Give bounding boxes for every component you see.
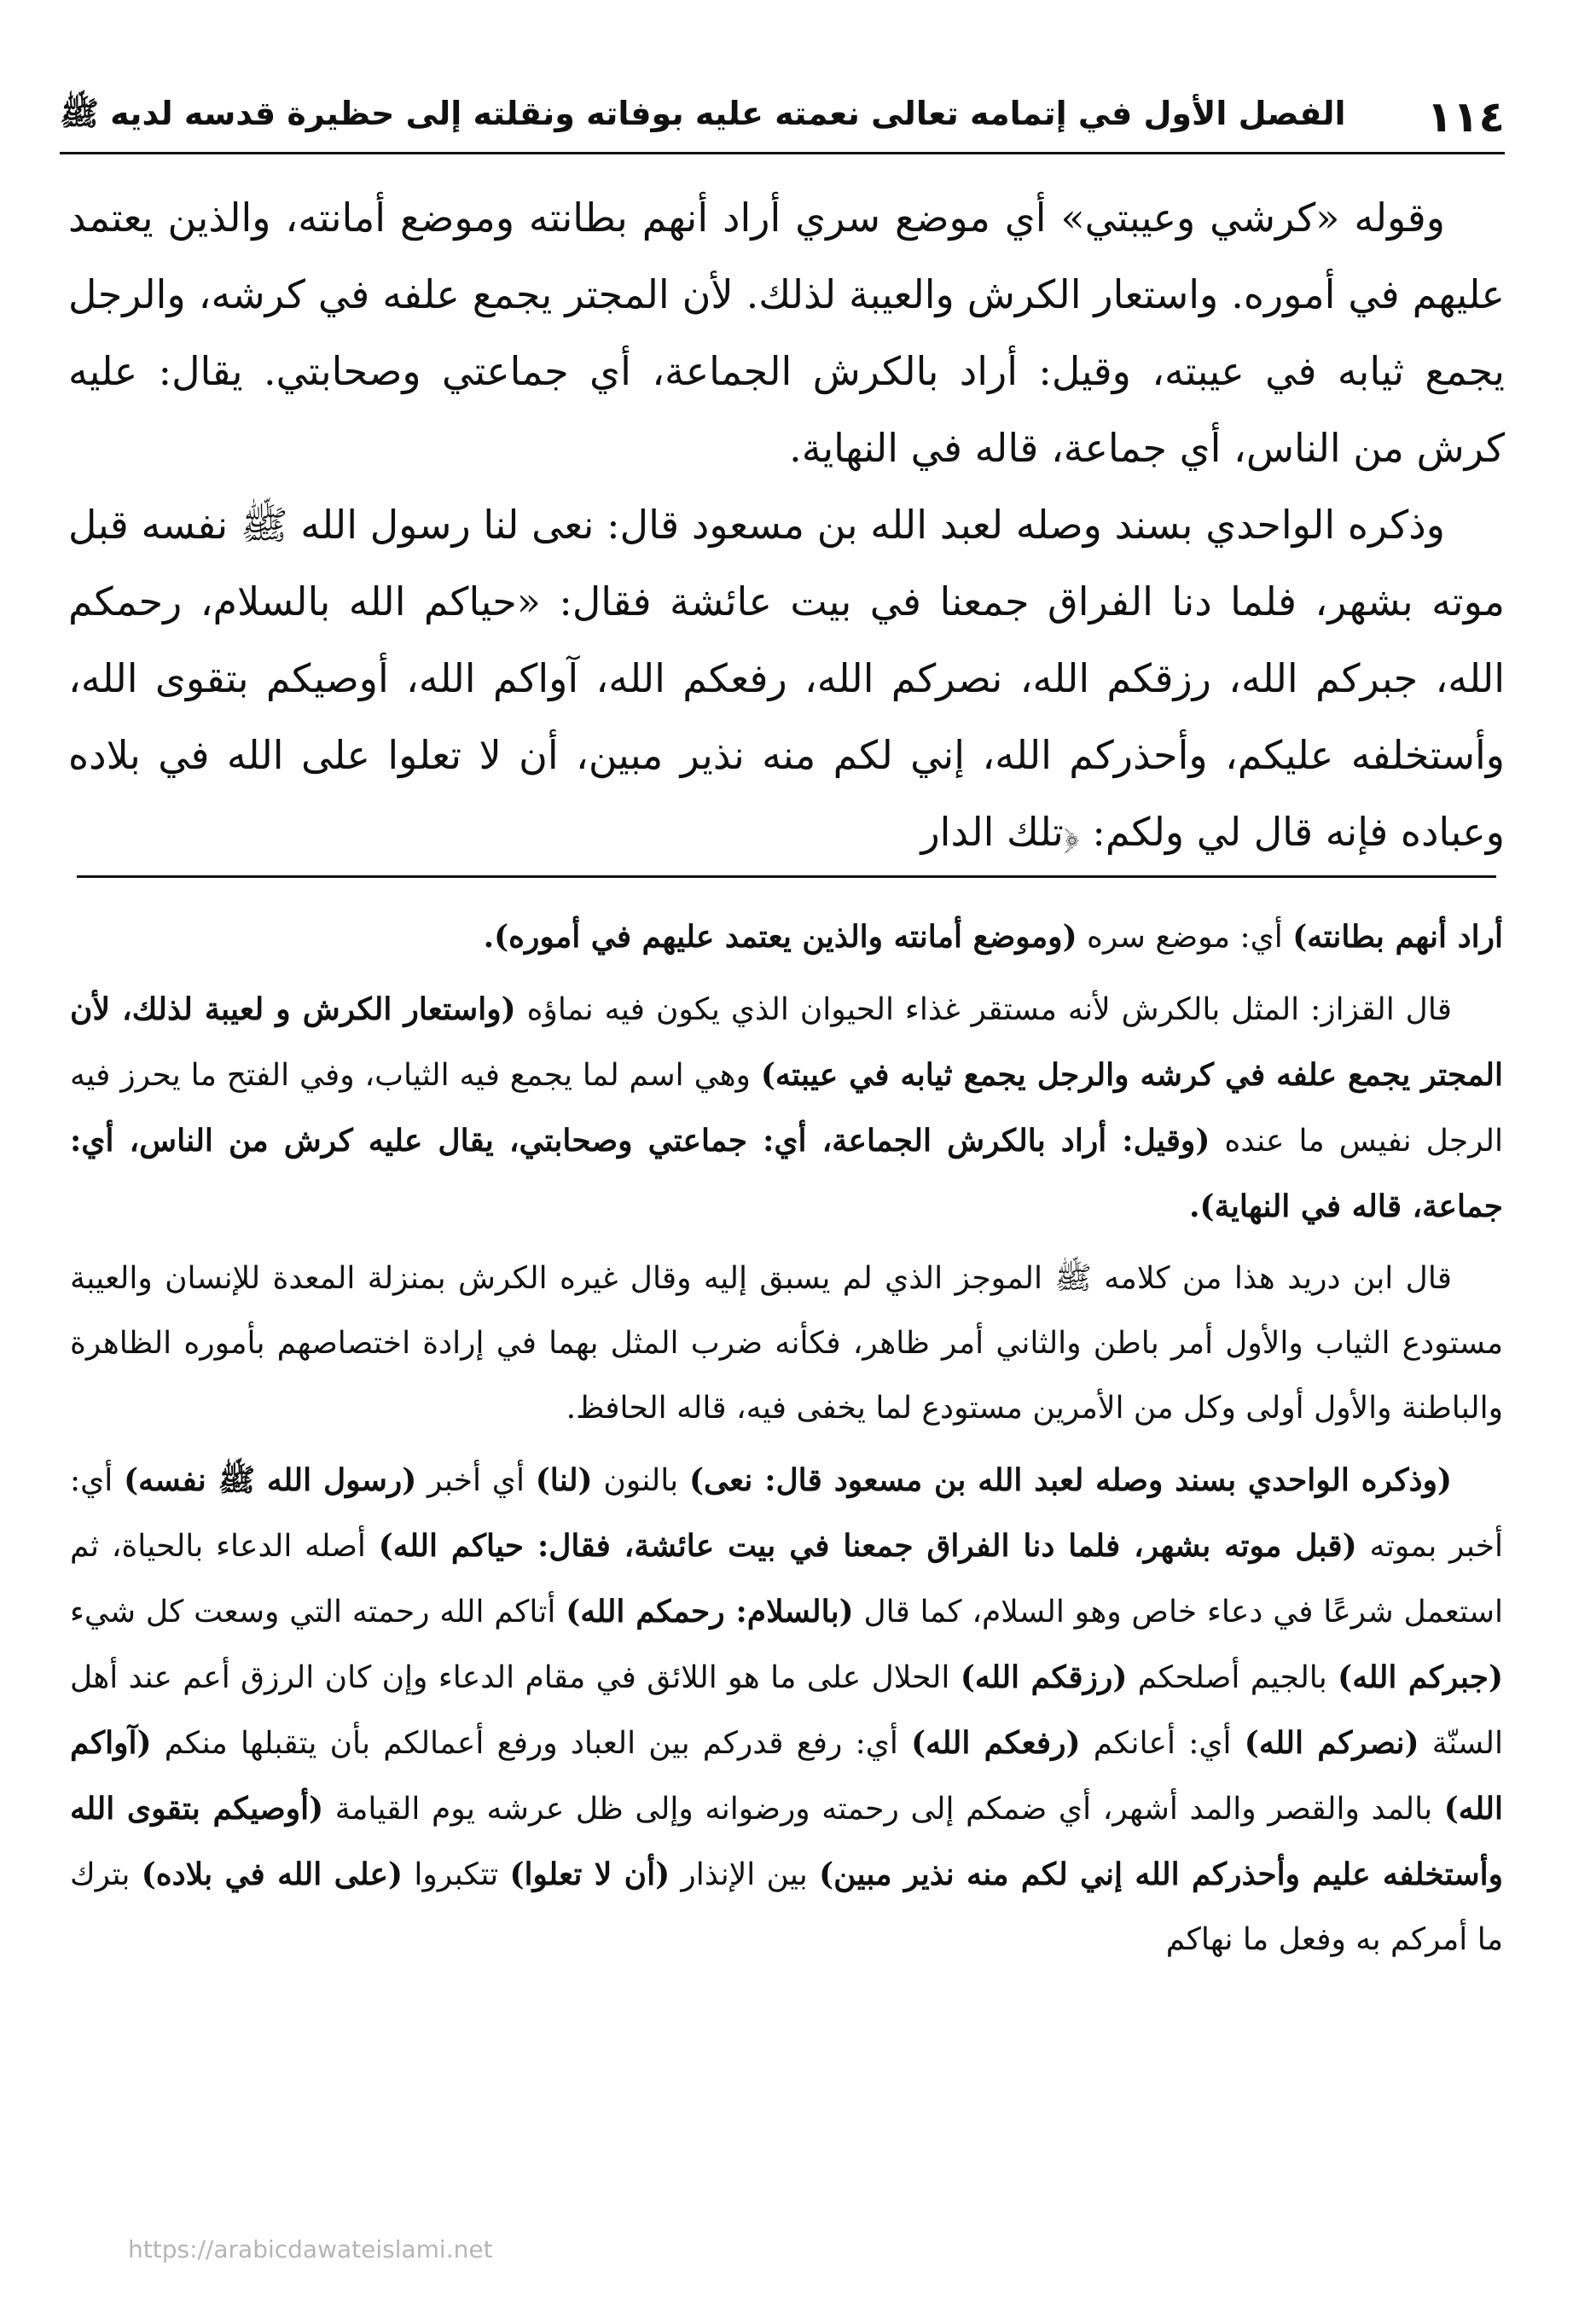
bold-quote: (أوصيكم بتقوى الله وأستخلفه عليم وأحذركم الله إني لكم منه نذير مبين): [70, 1791, 1504, 1892]
watermark-url: https://arabicdawateislami.net: [128, 2235, 493, 2263]
page-number: ١١٤: [1426, 92, 1505, 142]
bold-quote: أراد أنهم بطانته): [1292, 919, 1503, 955]
bold-quote: (أن لا تعلوا): [509, 1856, 670, 1892]
gloss: بترك ما أمركم به وفعل ما نهاكم: [70, 1857, 1503, 1957]
gloss: الحلال على ما هو اللائق في مقام الدعاء وإن كان الرزق أعم عند أهل السنّة: [70, 1660, 1504, 1761]
gloss: أي: أعانكم: [1080, 1726, 1245, 1761]
commentary-paragraph: قال ابن دريد هذا من كلامه ﷺ الموجز الذي لم يسبق إليه وقال غيره الكرش بمنزلة المعدة للإنسان والعيبة مستودع الثياب والأول أمر باطن والثاني أمر ظاهر، فكأنه ضرب المثل بهما في إرادة اختصاصهم بأموره الظاهرة والباطنة والأول أولى وكل من الأمرين مستودع لما يخفى فيه، قاله الحافظ.: [70, 1261, 1503, 1426]
gloss: قال القزاز: المثل بالكرش لأنه مستقر غذاء الحيوان الذي يكون فيه نماؤه: [515, 992, 1452, 1027]
gloss: بين الإنذار: [670, 1857, 820, 1892]
gloss: بالجيم أصلحكم: [1127, 1660, 1338, 1695]
gloss: أي: أخبر بموته: [70, 1463, 1504, 1564]
bold-quote: (آواكم الله): [70, 1725, 1503, 1827]
bold-quote: (لنا): [535, 1462, 593, 1498]
bold-quote: (وقيل: أراد بالكرش الجماعة، أي: جماعتي وصحابتي، يقال عليه كرش من الناس، أي: جماعة، قاله في النهاية).: [70, 1123, 1503, 1224]
gloss: أي: موضع سره: [1077, 920, 1293, 955]
gloss: أي: رفع قدركم بين العباد ورفع أعمالكم بأن يتقبلها منكم: [151, 1726, 912, 1761]
bold-quote: (نصركم الله): [1244, 1725, 1419, 1761]
bold-quote: (قبل موته بشهر، فلما دنا الفراق جمعنا في بيت عائشة، فقال: حياكم الله): [378, 1528, 1357, 1564]
gloss: بالمد والقصر والمد أشهر، أي ضمكم إلى رحمته ورضوانه وإلى ظل عرشه يوم القيامة: [323, 1792, 1444, 1827]
bold-quote: (رزقكم الله): [960, 1659, 1128, 1695]
chapter-title: الفصل الأول في إتمامه تعالى نعمته عليه بوفاته ونقلته إلى حظيرة قدسه لديه ﷺ: [60, 94, 1346, 132]
gloss: أصله الدعاء بالحياة، ثم استعمل شرعًا في دعاء خاص وهو السلام، كما قال: [70, 1529, 1503, 1630]
commentary-paragraph: [70, 977, 1503, 1240]
gloss: بالنون: [592, 1463, 689, 1498]
bold-quote: (وذكره الواحدي بسند وصله لعبد الله بن مسعود قال: نعى): [688, 1462, 1452, 1498]
gloss: وهي اسم لما يجمع فيه الثياب، وفي الفتح ما يحرز فيه الرجل نفيس ما عنده: [70, 1058, 1504, 1159]
bold-quote: (بالسلام: رحمكم الله): [566, 1594, 854, 1630]
bold-quote: (وموضع أمانته والذين يعتمد عليهم في أموره).: [483, 919, 1077, 955]
commentary-paragraph: [70, 904, 1503, 970]
bold-quote: (رفعكم الله): [911, 1725, 1081, 1761]
gloss: تتكبروا: [403, 1857, 510, 1892]
main-text: [68, 179, 1505, 870]
bold-quote: (واستعار الكرش و لعيبة لذلك، لأن المجتر يجمع علفه في كرشه والرجل يجمع ثيابه في عيبته): [70, 991, 1503, 1093]
bold-quote: (جبركم الله): [1338, 1659, 1503, 1695]
bold-quote: (رسول الله ﷺ نفسه): [124, 1462, 417, 1498]
footnote-divider: [77, 875, 1496, 878]
bold-quote: (على الله في بلاده): [141, 1856, 403, 1892]
main-paragraph: وقوله «كرشي وعيبتي» أي موضع سري أراد أنهم بطانته وموضع أمانته، والذين يعتمد عليهم في أموره. واستعار الكرش والعيبة لذلك. لأن المجتر يجمع علفه في كرشه، والرجل يجمع ثيابه في عيبته، وقيل: أراد بالكرش الجماعة، أي جماعتي وصحابتي. يقال: عليه كرش من الناس، أي جماعة، قاله في النهاية.: [68, 195, 1505, 471]
gloss: أتاكم الله رحمته التي وسعت كل شيء: [70, 1595, 566, 1630]
commentary-text: [70, 904, 1503, 1979]
page-header: [60, 82, 1505, 154]
gloss: أي أخبر: [416, 1463, 536, 1498]
commentary-paragraph: [70, 1448, 1503, 1972]
main-paragraph: وذكره الواحدي بسند وصله لعبد الله بن مسعود قال: نعى لنا رسول الله ﷺ نفسه قبل موته بشهر، فلما دنا الفراق جمعنا في بيت عائشة فقال: «حياكم الله بالسلام، رحمكم الله، جبركم الله، رزقكم الله، نصركم الله، رفعكم الله، آواكم الله، أوصيكم بتقوى الله، وأستخلفه عليكم، وأحذركم الله، إني لكم منه نذير مبين، أن لا تعلوا على الله في بلاده وعباده فإنه قال لي ولكم: ﴿تلك الدار: [68, 502, 1505, 855]
